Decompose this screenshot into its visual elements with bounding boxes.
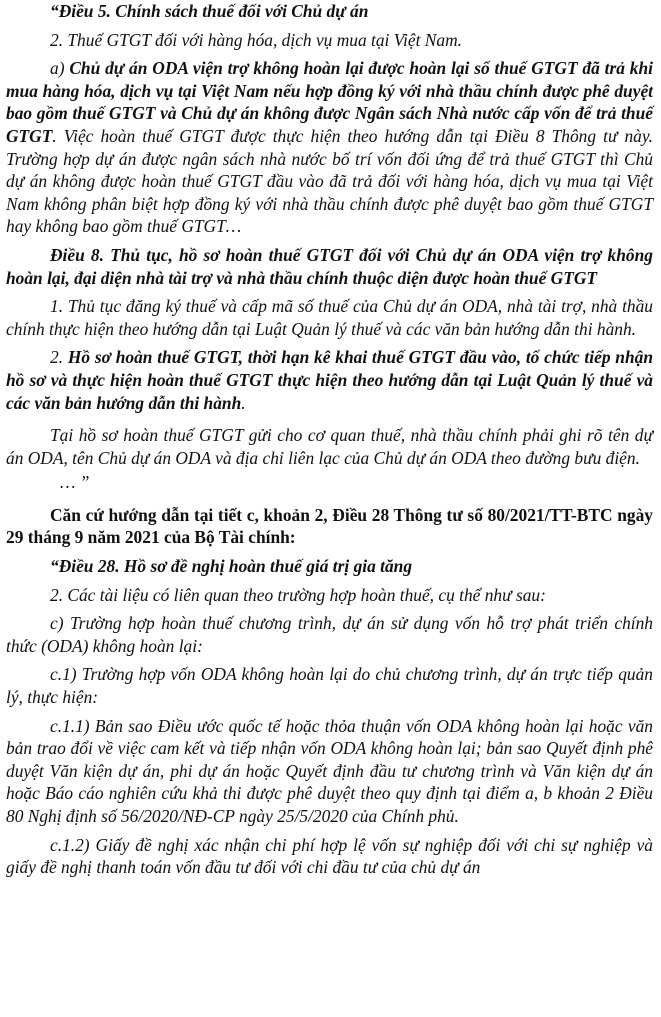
article-5-item-2: 2. Thuế GTGT đối với hàng hóa, dịch vụ mua tại Việt Nam. bbox=[50, 29, 462, 50]
point-a-rest: . Việc hoàn thuế GTGT được thực hiện theo hướng dẫn tại Điều 8 Thông tư này. Trường hợp dự án được ngân sách nhà nước bố trí vốn đối ứng để trả thuế GTGT thì Chủ dự án không được hoàn thuế GTGT đầu vào đã trả đối với hàng hóa, dịch vụ mua tại Việt Nam không phân biệt hợp đồng ký với nhà thầu chính được phê duyệt bao gồm thuế GTGT hay không bao gồm thuế GTGT… bbox=[6, 125, 653, 237]
article-28-title: “Điều 28. Hồ sơ đề nghị hoàn thuế giá trị gia tăng bbox=[50, 556, 413, 577]
article-28-point-c1: c.1) Trường hợp vốn ODA không hoàn lại do chủ chương trình, dự án trực tiếp quản lý, thực hiện: bbox=[6, 664, 653, 708]
article-8-title: Điều 8. Thủ tục, hồ sơ hoàn thuế GTGT đối với Chủ dự án ODA viện trợ không hoàn lại, đại diện nhà tài trợ và nhà thầu chính thuộc diện được hoàn thuế GTGT bbox=[6, 244, 653, 288]
point-a-emphasis: Chủ dự án ODA viện trợ không hoàn lại được hoàn lại số thuế GTGT đã trả khi mua hàng hóa, dịch vụ tại Việt Nam nếu hợp đồng ký với nhà thầu chính được phê duyệt bao gồm thuế GTGT và Chủ dự án không được Ngân sách Nhà nước cấp vốn để trả thuế GTGT bbox=[6, 58, 653, 146]
article-28-point-c12: c.1.2) Giấy đề nghị xác nhận chi phí hợp lệ vốn sự nghiệp đối với chi sự nghiệp và giấy đề nghị thanh toán vốn đầu tư đối với chi đầu tư của chủ dự án bbox=[6, 834, 653, 878]
article-28-item-2: 2. Các tài liệu có liên quan theo trường hợp hoàn thuế, cụ thể như sau: bbox=[50, 584, 546, 605]
article-5-heading bbox=[6, 0, 653, 23]
legal-basis: Căn cứ hướng dẫn tại tiết c, khoản 2, Điều 28 Thông tư số 80/2021/TT-BTC ngày 29 tháng 9 năm 2021 của Bộ Tài chính: bbox=[6, 504, 653, 548]
quote-end: … ” bbox=[60, 472, 90, 493]
item-2-end: . bbox=[241, 392, 246, 413]
article-28-point-c11: c.1.1) Bản sao Điều ước quốc tế hoặc thỏa thuận vốn ODA không hoàn lại hoặc văn bản trao đổi về việc cam kết và tiếp nhận vốn ODA không hoàn lại; bản sao Quyết định phê duyệt Văn kiện dự án, phi dự án hoặc Quyết định đầu tư chương trình và Văn kiện dự án hoặc Báo cáo nghiên cứu khả thi được phê duyệt theo quy định tại điểm a, b khoản 2 Điều 80 Nghị định số 56/2020/NĐ-CP ngày 25/5/2020 của Chính phủ. bbox=[6, 715, 653, 826]
article-8-paragraph: Tại hồ sơ hoàn thuế GTGT gửi cho cơ quan thuế, nhà thầu chính phải ghi rõ tên dự án ODA, tên Chủ dự án ODA và địa chỉ liên lạc của Chủ dự án ODA theo đường bưu điện. bbox=[6, 425, 653, 468]
article-8-item-2 bbox=[6, 346, 653, 414]
article-5-point-a bbox=[6, 57, 653, 238]
item-2-prefix: 2. bbox=[50, 347, 68, 368]
article-8-item-1: 1. Thủ tục đăng ký thuế và cấp mã số thuế của Chủ dự án ODA, nhà tài trợ, nhà thầu chính thực hiện theo hướng dẫn tại Luật Quản lý thuế và các văn bản hướng dẫn thi hành. bbox=[6, 296, 653, 339]
point-a-prefix: a) bbox=[50, 58, 70, 79]
article-28-point-c: c) Trường hợp hoàn thuế chương trình, dự án sử dụng vốn hỗ trợ phát triển chính thức (ODA) không hoàn lại: bbox=[6, 613, 653, 656]
item-2-emphasis: Hồ sơ hoàn thuế GTGT, thời hạn kê khai thuế GTGT đầu vào, tổ chức tiếp nhận hồ sơ và thực hiện hoàn thuế GTGT thực hiện theo hướng dẫn tại Luật Quản lý thuế và các văn bản hướng dẫn thi hành bbox=[6, 347, 654, 413]
article-5-title: “Điều 5. Chính sách thuế đối với Chủ dự án bbox=[50, 1, 369, 21]
